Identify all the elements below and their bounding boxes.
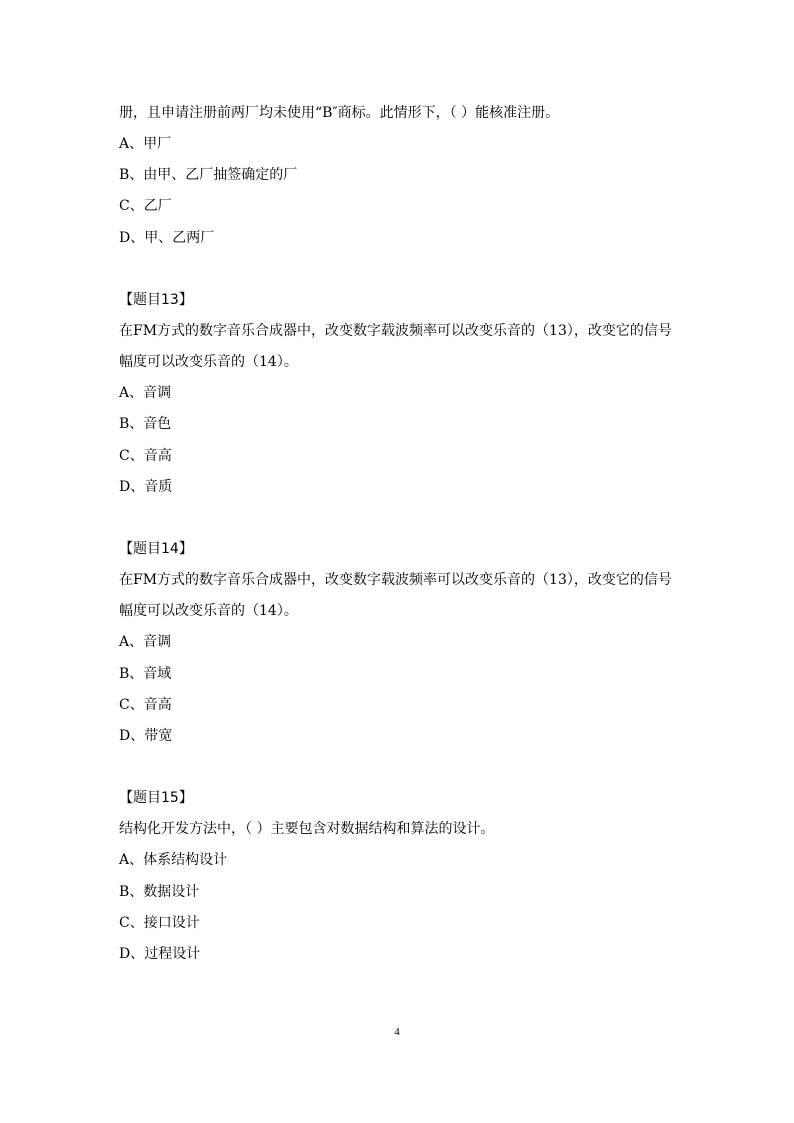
question-15-heading: 【题目15】	[119, 790, 193, 806]
question-15-option-d: D、过程设计	[119, 946, 201, 962]
question-14-stem-line-2: 幅度可以改变乐音的（14）。	[119, 603, 298, 619]
question-15-stem: 结构化开发方法中，（ ）主要包含对数据结构和算法的设计。	[119, 821, 495, 837]
question-12-option-c: C、乙厂	[119, 198, 172, 214]
question-15-option-a: A、体系结构设计	[119, 852, 228, 868]
question-14-heading: 【题目14】	[119, 541, 193, 557]
question-14-option-b: B、音域	[119, 666, 172, 682]
question-12-option-a: A、甲厂	[119, 136, 172, 152]
page-number: 4	[394, 1026, 400, 1038]
question-14-option-c: C、音高	[119, 697, 172, 713]
question-13-option-a: A、音调	[119, 385, 172, 401]
question-15-option-c: C、接口设计	[119, 915, 200, 931]
question-13-heading: 【题目13】	[119, 292, 193, 308]
question-15-option-b: B、数据设计	[119, 884, 200, 900]
question-14-option-d: D、带宽	[119, 728, 173, 744]
question-13-stem-line-1: 在FM方式的数字音乐合成器中，改变数字载波频率可以改变乐音的（13），改变它的信号	[119, 323, 672, 339]
question-14-stem-line-1: 在FM方式的数字音乐合成器中，改变数字载波频率可以改变乐音的（13），改变它的信号	[119, 572, 672, 588]
question-12-option-b: B、由甲、乙厂抽签确定的厂	[119, 167, 298, 183]
question-12-stem: 册，且申请注册前两厂均未使用“B″商标。此情形下，（ ）能核准注册。	[119, 105, 560, 121]
question-13-option-d: D、音质	[119, 479, 173, 495]
question-13-option-c: C、音高	[119, 448, 172, 464]
question-13-option-b: B、音色	[119, 416, 172, 432]
question-12-option-d: D、甲、乙两厂	[119, 230, 215, 246]
question-14-option-a: A、音调	[119, 634, 172, 650]
question-13-stem-line-2: 幅度可以改变乐音的（14）。	[119, 354, 298, 370]
